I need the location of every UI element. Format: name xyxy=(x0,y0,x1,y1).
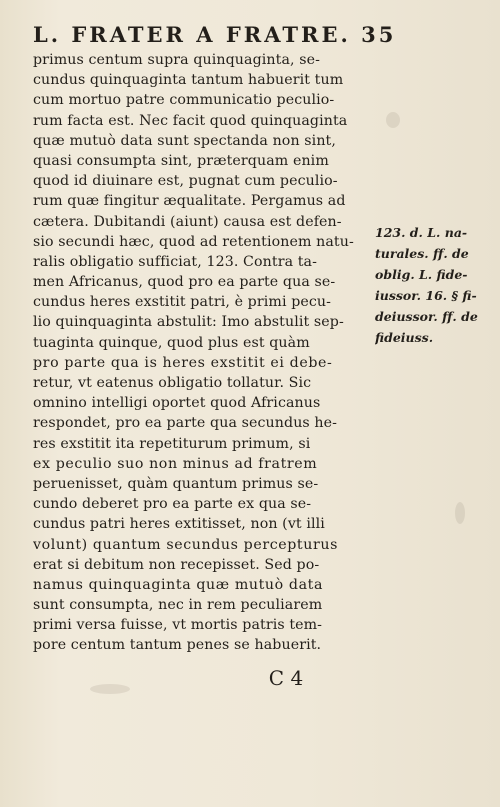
text-line: respondet, pro ea parte qua secundus he- xyxy=(33,415,338,432)
text-line: omnino intelligi oportet quod Africanus xyxy=(33,395,321,412)
text-line: quasi consumpta sint, præterquam enim xyxy=(33,152,329,169)
text-line: pro parte qua is heres exstitit ei debe- xyxy=(33,354,333,371)
text-line: primus centum supra quinquaginta, se- xyxy=(33,52,320,68)
body-text xyxy=(33,50,378,656)
margin-note-line: turales. ff. de xyxy=(375,246,469,261)
margin-note-line: fideiuss. xyxy=(375,330,434,345)
text-line: volunt) quantum secundus percepturus xyxy=(33,536,338,553)
text-line: ralis obligatio sufficiat, 123. Contra ta- xyxy=(33,253,317,270)
text-line: ex peculio suo non minus ad fratrem xyxy=(33,455,318,472)
text-line: namus quinquaginta quæ mutuò data xyxy=(33,576,324,593)
ink-smudge xyxy=(455,502,465,524)
text-line: quæ mutuò data sunt spectanda non sint, xyxy=(33,132,336,149)
text-line: men Africanus, quod pro ea parte qua se- xyxy=(33,274,336,291)
text-line: sio secundi hæc, quod ad retentionem natu- xyxy=(33,233,354,250)
margin-note-line: deiussor. ff. de xyxy=(375,309,478,324)
text-line: pore centum tantum penes se habuerit. xyxy=(33,637,322,654)
text-line: cundo deberet pro ea parte ex qua se- xyxy=(33,496,312,513)
margin-note-line: 123. d. L. na- xyxy=(375,225,468,240)
text-line: retur, vt eatenus obligatio tollatur. Sic xyxy=(33,375,312,391)
margin-note-line: iussor. 16. § fi- xyxy=(375,288,477,303)
text-line: res exstitit ita repetiturum primum, si xyxy=(33,435,311,452)
signature-mark: C 4 xyxy=(268,666,304,690)
text-line: cum mortuo patre communicatio peculio- xyxy=(33,92,335,109)
margin-note-line: oblig. L. fide- xyxy=(375,267,468,282)
text-line: cundus heres exstitit patri, è primi pecu- xyxy=(33,294,332,311)
text-line: quod id diuinare est, pugnat cum peculio- xyxy=(33,173,338,190)
ink-smudge xyxy=(90,684,130,694)
text-line: lio quinquaginta abstulit: Imo abstulit sep- xyxy=(33,314,344,331)
text-line: tuaginta quinque, quod plus est quàm xyxy=(33,334,310,351)
text-line: cundus patri heres extitisset, non (vt illi xyxy=(33,516,325,533)
text-line: rum quæ fingitur æqualitate. Pergamus ad xyxy=(33,193,346,210)
running-head: L. FRATER A FRATRE. 35 xyxy=(33,22,397,47)
text-line: rum facta est. Nec facit quod quinquaginta xyxy=(33,112,348,129)
text-line: erat si debitum non recepisset. Sed po- xyxy=(33,556,320,573)
ink-smudge xyxy=(386,112,400,128)
margin-notes xyxy=(375,222,493,348)
text-line: peruenisset, quàm quantum primus se- xyxy=(33,475,319,492)
text-line: primi versa fuisse, vt mortis patris tem- xyxy=(33,617,323,634)
text-line: cundus quinquaginta tantum habuerit tum xyxy=(33,72,344,89)
text-line: cætera. Dubitandi (aiunt) causa est defen- xyxy=(33,213,342,230)
text-line: sunt consumpta, nec in rem peculiarem xyxy=(33,597,323,614)
